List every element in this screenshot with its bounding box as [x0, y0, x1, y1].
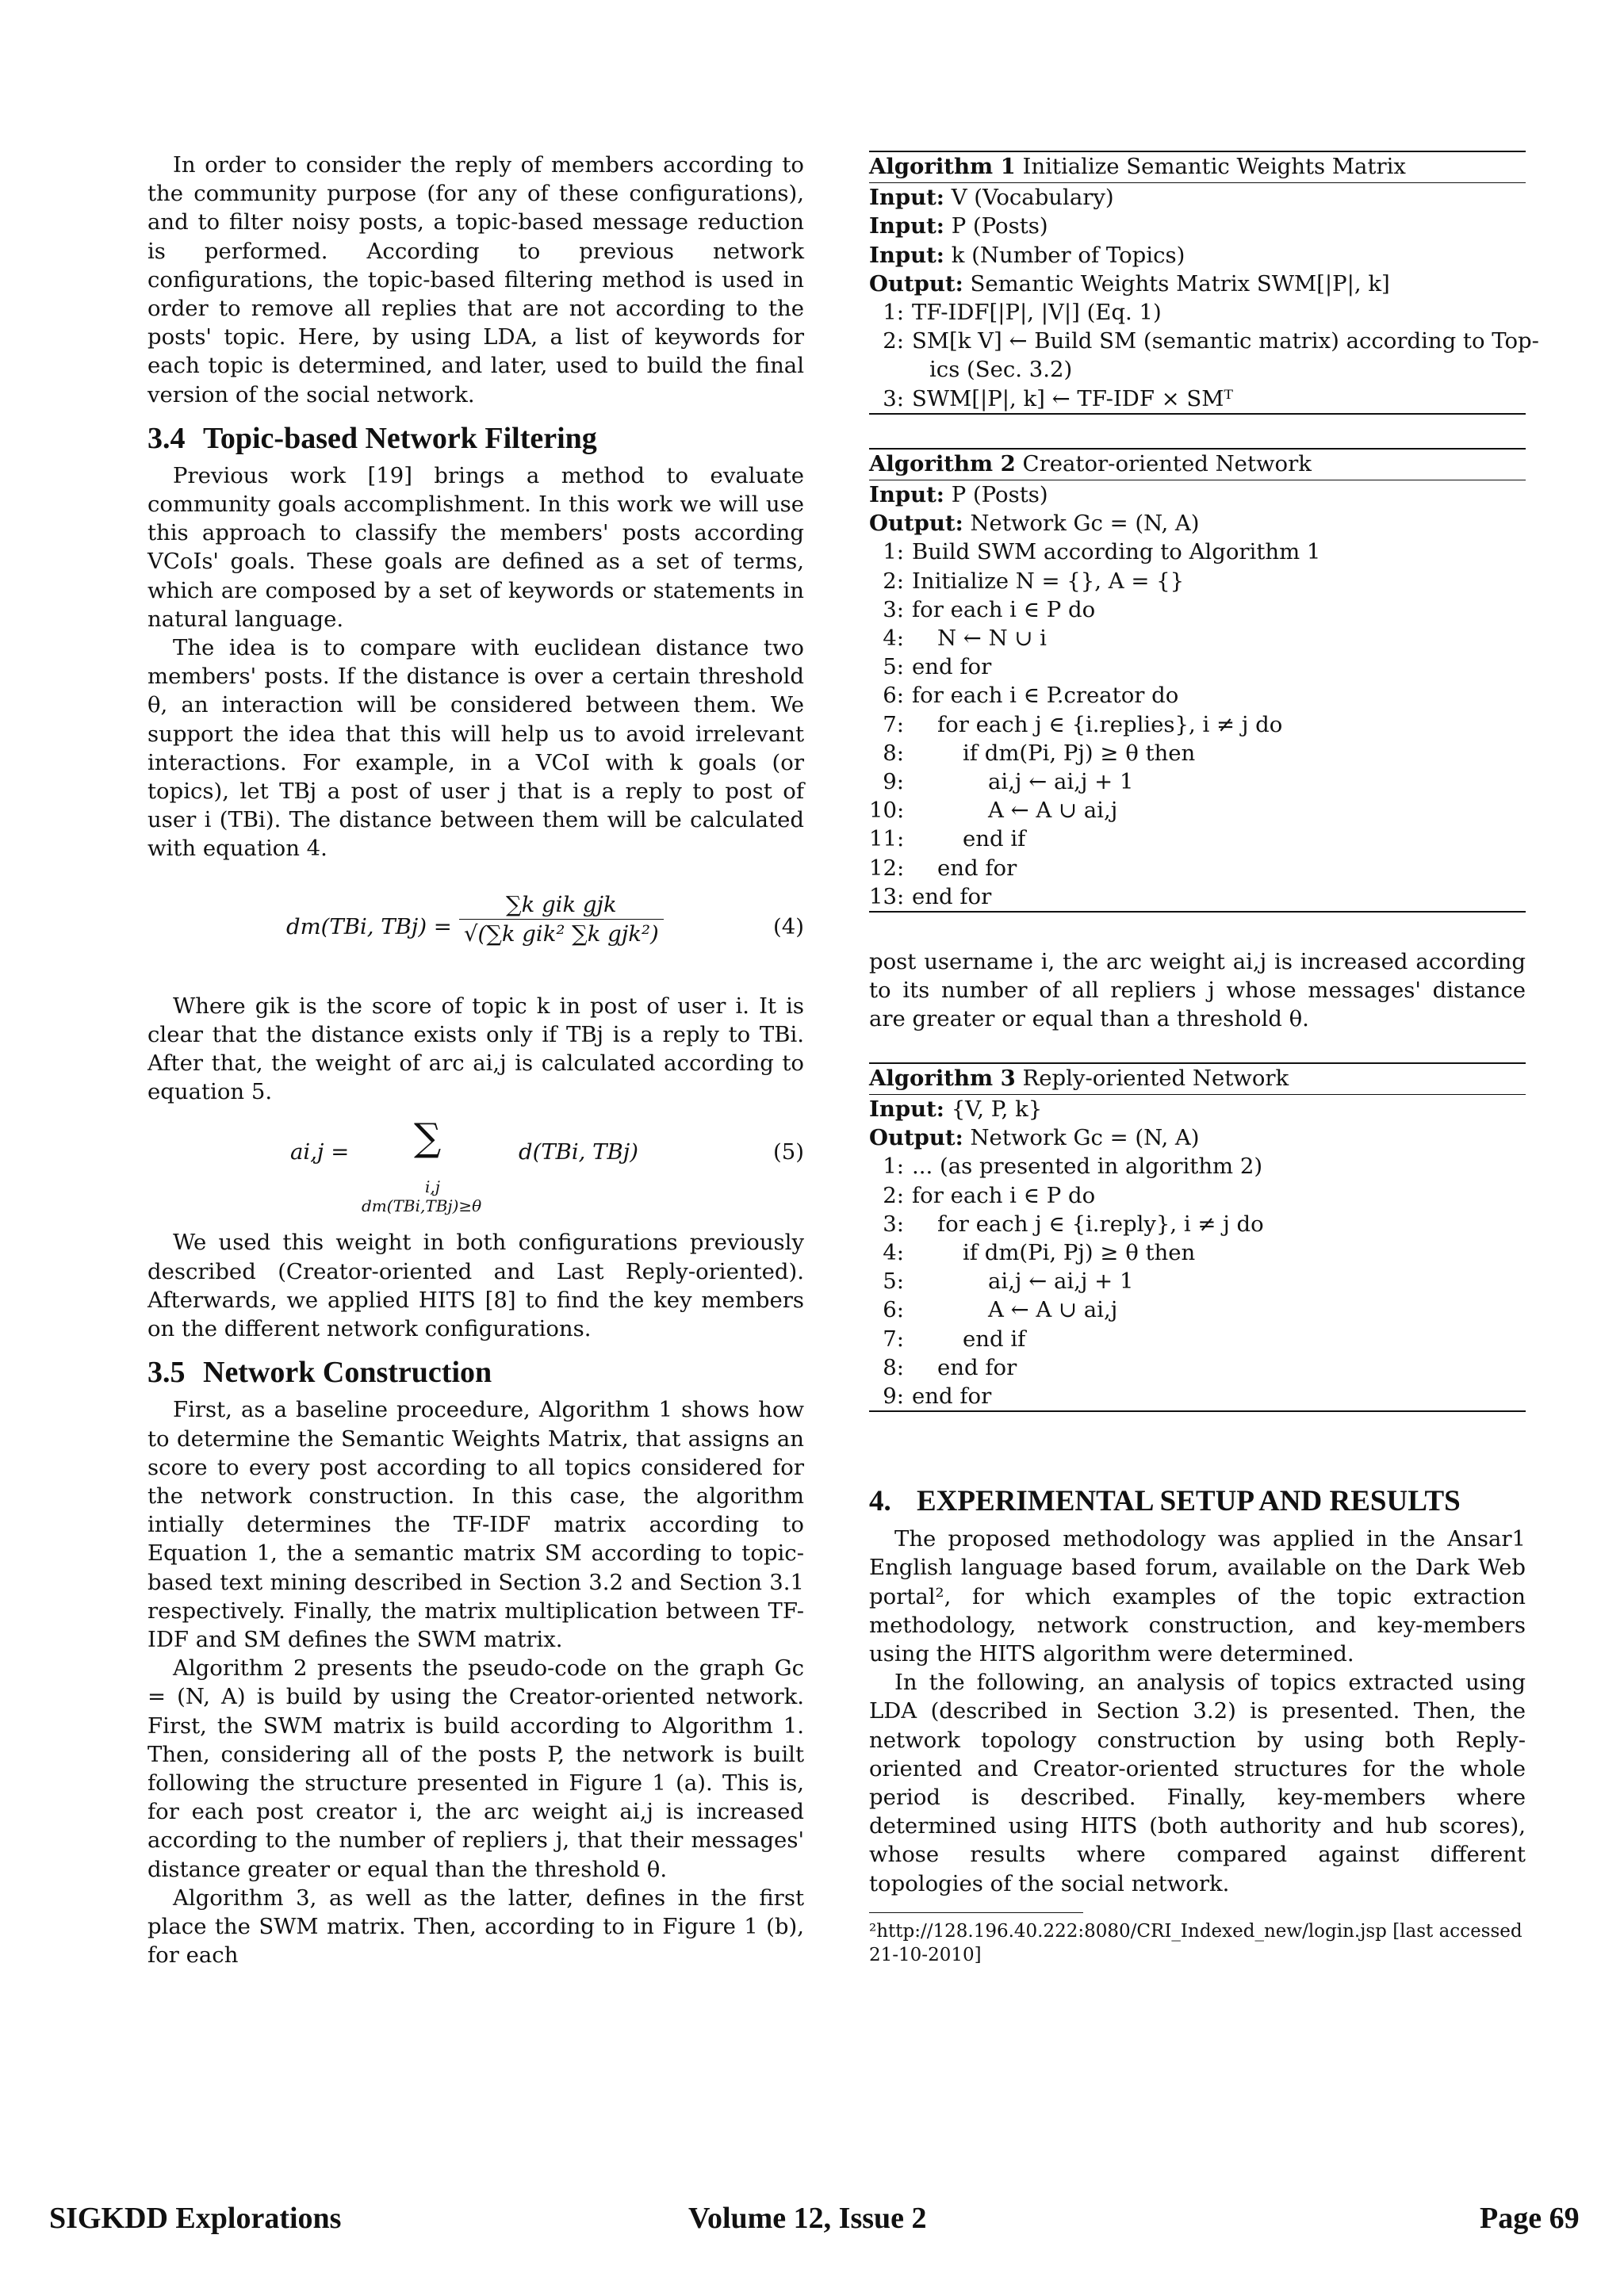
line-number: 11:	[869, 826, 905, 852]
algorithm-line	[869, 882, 1526, 911]
algorithm-line	[869, 1267, 1526, 1295]
line-number: 4:	[883, 1239, 904, 1265]
line-text: end for	[937, 1354, 1017, 1380]
algorithm-line	[869, 624, 1526, 652]
line-text: ai,j ← ai,j + 1	[988, 769, 1134, 795]
sum-index: i,j	[425, 1177, 440, 1197]
line-number: 1:	[883, 539, 904, 565]
algorithm-2	[869, 448, 1526, 913]
paragraph-baseline: First, as a baseline proceedure, Algorithm 1 shows how to determine the Semantic Weights Matrix, that assigns an score to every post according to all topics considered for the network construction. In this case, the algorithm intially determines the TF-IDF matrix according to Equation 1, the a semantic matrix SM according to topic-based text mining described in Section 3.2 and Section 3.1 respectively. Finally, the matrix multiplication between TF-IDF and SM defines the SWM matrix.	[147, 1397, 804, 1652]
line-text: for each j ∈ {i.reply}, i ≠ j do	[937, 1211, 1264, 1237]
algorithm-line	[869, 567, 1526, 595]
algorithm-line	[869, 1181, 1526, 1210]
paragraph-intro: In order to consider the reply of members according to the community purpose (for any of these configurations), and to filter noisy posts, a topic-based message reduction is performed. According to previous network configurations, the topic-based filtering method is used in order to remove all replies that are not according to the posts' topic. Here, by using LDA, a list of keywords for each topic is determined, and later, used to build the final version of the social network.	[147, 152, 804, 408]
line-number: 13:	[869, 883, 905, 909]
section-4-heading	[869, 1483, 1526, 1520]
footer-page: Page 69	[1480, 2202, 1580, 2235]
line-text: Build SWM according to Algorithm 1	[912, 539, 1321, 565]
io-line	[869, 480, 1526, 509]
footer-volume: Volume 12, Issue 2	[688, 2202, 927, 2235]
algorithm-title: Reply-oriented Network	[1022, 1065, 1289, 1091]
algorithm-line	[869, 767, 1526, 796]
sum-symbol: ∑	[414, 1115, 442, 1161]
line-text: end if	[963, 826, 1026, 852]
algorithm-body	[869, 538, 1526, 911]
line-number: 7:	[883, 1326, 904, 1352]
io-line	[869, 270, 1526, 298]
io-keyword: Input:	[869, 185, 944, 211]
equation-number: (4)	[773, 913, 804, 939]
io-line	[869, 509, 1526, 538]
algorithm-line	[869, 327, 1539, 355]
line-number: 8:	[883, 1354, 904, 1380]
algorithm-body	[869, 298, 1539, 413]
algorithm-title: Initialize Semantic Weights Matrix	[1022, 154, 1406, 179]
algorithm-line	[869, 854, 1526, 882]
line-number: 3:	[883, 596, 904, 622]
equation-numerator: ∑k gik gjk	[459, 890, 664, 920]
line-text: SM[k V] ← Build SM (semantic matrix) according to Top-	[912, 328, 1539, 354]
io-line	[869, 183, 1526, 212]
io-keyword: Input:	[869, 242, 944, 268]
algorithm-line	[869, 1295, 1526, 1324]
line-text: for each i ∈ P do	[912, 596, 1096, 622]
line-text: ics (Sec. 3.2)	[929, 357, 1073, 383]
paragraph-algorithm-3: Algorithm 3, as well as the latter, defines in the first place the SWM matrix. Then, according to in Figure 1 (b), for each	[147, 1885, 804, 1969]
paragraph-weight-usage: We used this weight in both configurations previously described (Creator-oriented and Last Reply-oriented). Afterwards, we applied HITS [8] to find the key members on the different network configurations.	[147, 1230, 804, 1342]
line-text: end for	[912, 883, 992, 909]
algorithm-line	[869, 1238, 1526, 1267]
line-number: 9:	[883, 1383, 904, 1409]
section-number: 4.	[869, 1485, 891, 1518]
algorithm-3	[869, 1062, 1526, 1412]
section-title: Network Construction	[203, 1356, 492, 1390]
line-text: if dm(Pi, Pj) ≥ θ then	[963, 740, 1196, 766]
io-line	[869, 212, 1526, 240]
equation-fraction	[459, 890, 664, 948]
io-keyword: Output:	[869, 511, 963, 537]
algorithm-line	[869, 825, 1526, 853]
io-value: V (Vocabulary)	[951, 185, 1114, 211]
algorithm-line	[869, 595, 1526, 624]
algorithm-line	[869, 298, 1526, 327]
line-text: for each i ∈ P.creator do	[912, 683, 1179, 709]
footnote-rule	[869, 1912, 1083, 1913]
line-number: 5:	[883, 1269, 904, 1295]
line-number: 2:	[883, 1182, 904, 1208]
equation-5	[147, 1117, 804, 1220]
line-number: 9:	[883, 769, 904, 795]
io-keyword: Output:	[869, 270, 963, 297]
line-text: end for	[912, 1383, 992, 1409]
io-value: {V, P, k}	[951, 1096, 1043, 1122]
line-number: 1:	[883, 300, 904, 326]
line-text: end if	[963, 1326, 1026, 1352]
line-text: for each i ∈ P do	[912, 1182, 1096, 1208]
line-number: 8:	[883, 740, 904, 766]
io-line	[869, 1095, 1526, 1123]
section-3-5-heading	[147, 1354, 804, 1391]
algorithm-line	[869, 385, 1526, 413]
algorithm-line	[869, 355, 1526, 384]
io-value: Semantic Weights Matrix SWM[|P|, k]	[970, 270, 1390, 297]
line-text: for each j ∈ {i.replies}, i ≠ j do	[937, 711, 1283, 737]
footer-journal: SIGKDD Explorations	[49, 2202, 342, 2235]
io-line	[869, 241, 1526, 270]
equation-lhs: ai,j =	[290, 1139, 350, 1165]
line-text: A ← A ∪ ai,j	[988, 1297, 1118, 1323]
line-text: A ← A ∪ ai,j	[988, 798, 1118, 824]
algorithm-caption	[869, 152, 1526, 183]
right-column	[869, 151, 1539, 1967]
equation-denominator: √(∑k gik² ∑k gjk²)	[464, 920, 659, 947]
equation-number: (5)	[773, 1139, 804, 1165]
algorithm-line	[869, 1152, 1526, 1181]
algorithm-line	[869, 681, 1526, 710]
algorithm-caption	[869, 1064, 1526, 1095]
equation-rhs: d(TBi, TBj)	[519, 1139, 638, 1165]
line-text: SWM[|P|, k] ← TF-IDF × SMᵀ	[912, 385, 1233, 411]
algorithm-body	[869, 1152, 1526, 1410]
line-text: N ← N ∪ i	[937, 626, 1047, 652]
algorithm-line	[869, 1382, 1526, 1410]
equation-lhs: dm(TBi, TBj) =	[286, 913, 452, 939]
paragraph-algorithm-2: Algorithm 2 presents the pseudo-code on the graph Gc = (N, A) is build by using the Creator-oriented network. First, the SWM matrix is build according to Algorithm 1. Then, considering all of the posts P, the network is built following the structure presented in Figure 1 (a). This is, for each post creator i, the arc weight ai,j is increased according to the number of repliers j, that their messages' distance greater or equal than the threshold θ.	[147, 1655, 804, 1882]
line-text: if dm(Pi, Pj) ≥ θ then	[963, 1239, 1196, 1265]
footnote: ²http://128.196.40.222:8080/CRI_Indexed_new/login.jsp [last accessed 21-10-2010]	[869, 1920, 1522, 1965]
line-number: 7:	[883, 711, 904, 737]
line-text: TF-IDF[|P|, |V|] (Eq. 1)	[912, 300, 1162, 326]
algorithm-label: Algorithm 1	[869, 154, 1016, 179]
line-number: 4:	[883, 626, 904, 652]
io-line	[869, 1123, 1526, 1152]
algorithm-caption	[869, 450, 1526, 480]
algorithm-io	[869, 1095, 1526, 1152]
equation-4	[147, 882, 804, 978]
io-keyword: Output:	[869, 1125, 963, 1151]
section-number: 3.4	[147, 421, 186, 455]
line-number: 10:	[869, 798, 905, 824]
paragraph-following: In the following, an analysis of topics extracted using LDA (described in Section 3.2) is presented. Then, the network topology construction by using both Reply-oriented and Creator-oriented structures for the whole period is described. Finally, key-members where determined using HITS (both authority and hub scores), whose results where compared against different topologies of the social network.	[869, 1670, 1526, 1896]
line-number: 1:	[883, 1154, 904, 1180]
line-text: ai,j ← ai,j + 1	[988, 1269, 1134, 1295]
io-value: P (Posts)	[951, 482, 1048, 508]
algorithm-label: Algorithm 2	[869, 450, 1016, 476]
algorithm-line	[869, 1353, 1526, 1382]
paragraph-idea: The idea is to compare with euclidean distance two members' posts. If the distance is over a certain threshold θ, an interaction will be considered between them. We support the idea that this will help us to avoid irrelevant interactions. For example, in a VCoI with k goals (or topics), let TBj a post of user j that is a reply to post of user i (TBi). The distance between them will be calculated with equation 4.	[147, 635, 804, 862]
line-text: ... (as presented in algorithm 2)	[912, 1154, 1263, 1180]
line-number: 2:	[883, 568, 904, 594]
line-text: Initialize N = {}, A = {}	[912, 568, 1185, 594]
paragraph-previous-work: Previous work [19] brings a method to evaluate community goals accomplishment. In this work we will use this approach to classify the members' posts according VCoIs' goals. These goals are defined as a set of terms, which are composed by a set of keywords or statements in natural language.	[147, 462, 804, 632]
algorithm-label: Algorithm 3	[869, 1065, 1016, 1091]
algorithm-io	[869, 480, 1526, 538]
paragraph-methodology: The proposed methodology was applied in the Ansar1 English language based forum, available on the Dark Web portal², for which examples of the topic extraction methodology, network construction, and key-members using the HITS algorithm were determined.	[869, 1526, 1526, 1667]
line-number: 6:	[883, 683, 904, 709]
algorithm-line	[869, 710, 1526, 739]
algorithm-line	[869, 1210, 1526, 1238]
line-number: 6:	[883, 1297, 904, 1323]
algorithm-line	[869, 796, 1526, 825]
line-text: end for	[937, 855, 1017, 881]
line-number: 3:	[883, 385, 904, 411]
io-keyword: Input:	[869, 482, 944, 508]
line-number: 12:	[869, 855, 905, 881]
section-number: 3.5	[147, 1356, 186, 1390]
paragraph-where: Where gik is the score of topic k in post of user i. It is clear that the distance exists only if TBj is a reply to TBi. After that, the weight of arc ai,j is calculated according to equation 5.	[147, 993, 804, 1105]
algorithm-line	[869, 652, 1526, 681]
io-value: Network Gc = (N, A)	[970, 1125, 1200, 1151]
io-value: Network Gc = (N, A)	[970, 511, 1200, 537]
section-title: Topic-based Network Filtering	[203, 421, 597, 455]
paragraph-post-username: post username i, the arc weight ai,j is increased according to its number of all repliers j whose messages' distance are greater or equal than a threshold θ.	[869, 949, 1526, 1032]
io-value: P (Posts)	[951, 213, 1048, 239]
algorithm-line	[869, 1325, 1526, 1353]
left-column	[147, 151, 804, 1969]
section-3-4-heading	[147, 420, 804, 457]
io-keyword: Input:	[869, 1096, 944, 1122]
algorithm-line	[869, 739, 1526, 767]
sum-condition: dm(TBi,TBj)≥θ	[362, 1196, 482, 1216]
section-title: EXPERIMENTAL SETUP AND RESULTS	[917, 1485, 1461, 1518]
line-text: end for	[912, 654, 992, 680]
algorithm-1	[869, 151, 1539, 415]
line-number: 5:	[883, 654, 904, 680]
line-number: 3:	[883, 1211, 904, 1237]
algorithm-title: Creator-oriented Network	[1022, 450, 1312, 476]
algorithm-line	[869, 538, 1526, 566]
line-number: 2:	[883, 328, 904, 354]
algorithm-io	[869, 183, 1526, 298]
io-value: k (Number of Topics)	[951, 242, 1185, 268]
io-keyword: Input:	[869, 213, 944, 239]
